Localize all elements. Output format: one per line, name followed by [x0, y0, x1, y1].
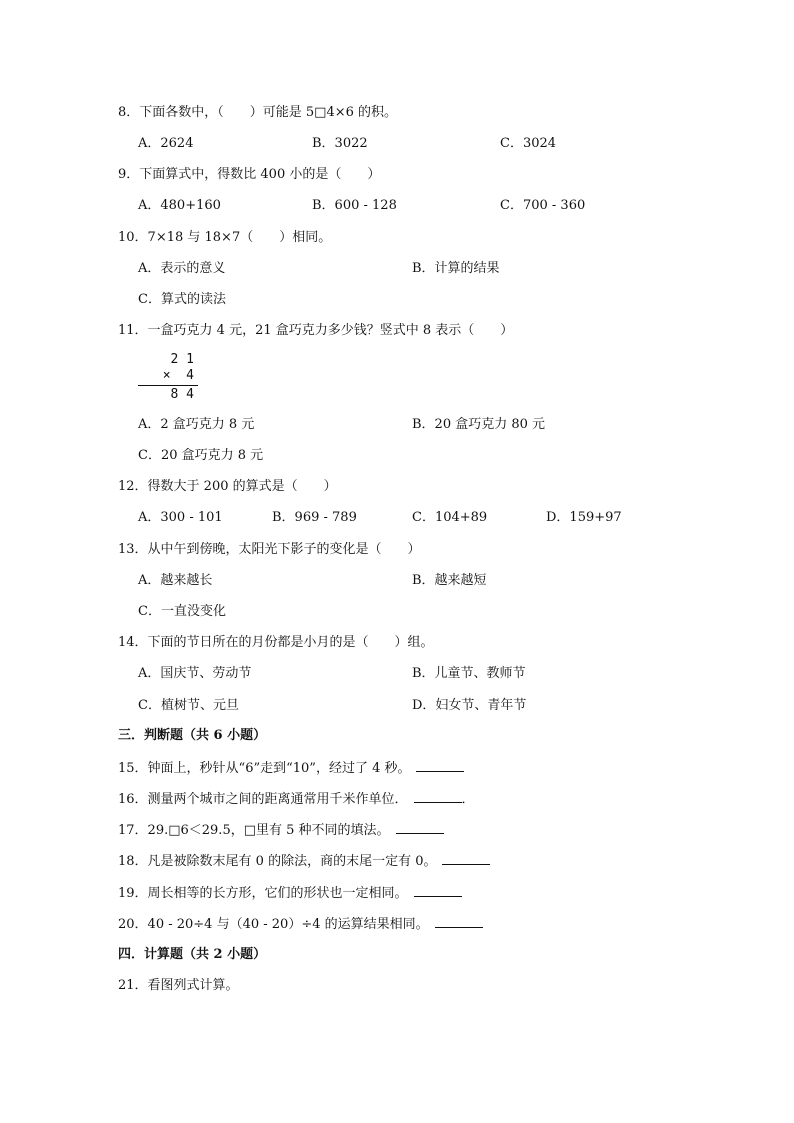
- q13-option-a[interactable]: A．越来越长: [138, 573, 213, 588]
- section-heading-judgement: 三．判断题（共 6 小题）: [118, 728, 267, 743]
- q16-answer-blank[interactable]: [414, 790, 462, 803]
- q18-answer-blank[interactable]: [442, 852, 490, 865]
- question-18: [118, 852, 490, 871]
- q19-text: 19．周长相等的长方形，它们的形状也一定相同。: [118, 886, 408, 901]
- q17-text: 17．29.□6＜29.5，□里有 5 种不同的填法。: [118, 823, 390, 838]
- q13-option-b[interactable]: B．越来越短: [412, 573, 487, 588]
- question-19: [118, 884, 462, 903]
- mult-row-2: × 4: [162, 368, 194, 383]
- q10-option-a[interactable]: A．表示的意义: [138, 261, 226, 276]
- q16-text: 16．测量两个城市之间的距离通常用千米作单位．: [118, 792, 408, 807]
- q15-answer-blank[interactable]: [416, 759, 464, 772]
- question-8: 8．下面各数中，（ ）可能是 5□4×6 的积。: [118, 105, 398, 120]
- vertical-multiplication: [138, 352, 198, 402]
- question-12: 12．得数大于 200 的算式是（ ）: [118, 479, 337, 494]
- q8-option-b[interactable]: B．3022: [312, 136, 368, 151]
- q14-option-b[interactable]: B．儿童节、教师节: [412, 666, 526, 681]
- mult-row-1: 2 1: [170, 352, 194, 367]
- question-14: 14．下面的节日所在的月份都是小月的是（ ）组。: [118, 635, 434, 650]
- q10-option-c[interactable]: C．算式的读法: [138, 292, 226, 307]
- question-16: [118, 790, 475, 809]
- question-11: 11．一盒巧克力 4 元，21 盒巧克力多少钱？竖式中 8 表示（ ）: [118, 323, 514, 338]
- question-20: [118, 915, 483, 934]
- q11-option-a[interactable]: A．2 盒巧克力 8 元: [138, 417, 255, 432]
- question-15: [118, 759, 464, 778]
- mult-result: 8 4: [170, 387, 194, 402]
- q11-option-b[interactable]: B．20 盒巧克力 80 元: [412, 417, 546, 432]
- question-9: 9．下面算式中，得数比 400 小的是（ ）: [118, 167, 381, 182]
- q8-option-a[interactable]: A．2624: [138, 136, 194, 151]
- mult-divider: [138, 385, 198, 386]
- q10-option-b[interactable]: B．计算的结果: [412, 261, 500, 276]
- q9-option-b[interactable]: B．600 - 128: [312, 198, 397, 213]
- question-21: 21．看图列式计算。: [118, 978, 239, 993]
- q18-text: 18．凡是被除数末尾有 0 的除法，商的末尾一定有 0。: [118, 854, 437, 869]
- question-17: [118, 821, 444, 840]
- q11-option-c[interactable]: C．20 盒巧克力 8 元: [138, 448, 264, 463]
- q12-option-b[interactable]: B．969 - 789: [272, 510, 357, 525]
- question-13: 13．从中午到傍晚，太阳光下影子的变化是（ ）: [118, 542, 421, 557]
- q20-answer-blank[interactable]: [435, 915, 483, 928]
- q12-option-d[interactable]: D．159+97: [546, 510, 622, 525]
- q14-option-d[interactable]: D．妇女节、青年节: [412, 698, 527, 713]
- question-10: 10．7×18 与 18×7（ ）相同。: [118, 230, 332, 245]
- section-heading-calculation: 四．计算题（共 2 小题）: [118, 947, 267, 962]
- q12-option-a[interactable]: A．300 - 101: [138, 510, 223, 525]
- q8-option-c[interactable]: C．3024: [500, 136, 557, 151]
- q19-answer-blank[interactable]: [414, 884, 462, 897]
- q16-end-mark: ．: [461, 792, 475, 807]
- q14-option-c[interactable]: C．植树节、元旦: [138, 698, 239, 713]
- q13-option-c[interactable]: C．一直没变化: [138, 604, 226, 619]
- q15-text: 15．钟面上，秒针从“6”走到“10”，经过了 4 秒。: [118, 761, 411, 776]
- q14-option-a[interactable]: A．国庆节、劳动节: [138, 666, 252, 681]
- q20-text: 20．40 - 20÷4 与（40 - 20）÷4 的运算结果相同。: [118, 917, 429, 932]
- q9-option-c[interactable]: C．700 - 360: [500, 198, 586, 213]
- q12-option-c[interactable]: C．104+89: [412, 510, 488, 525]
- q9-option-a[interactable]: A．480+160: [138, 198, 221, 213]
- q17-answer-blank[interactable]: [396, 821, 444, 834]
